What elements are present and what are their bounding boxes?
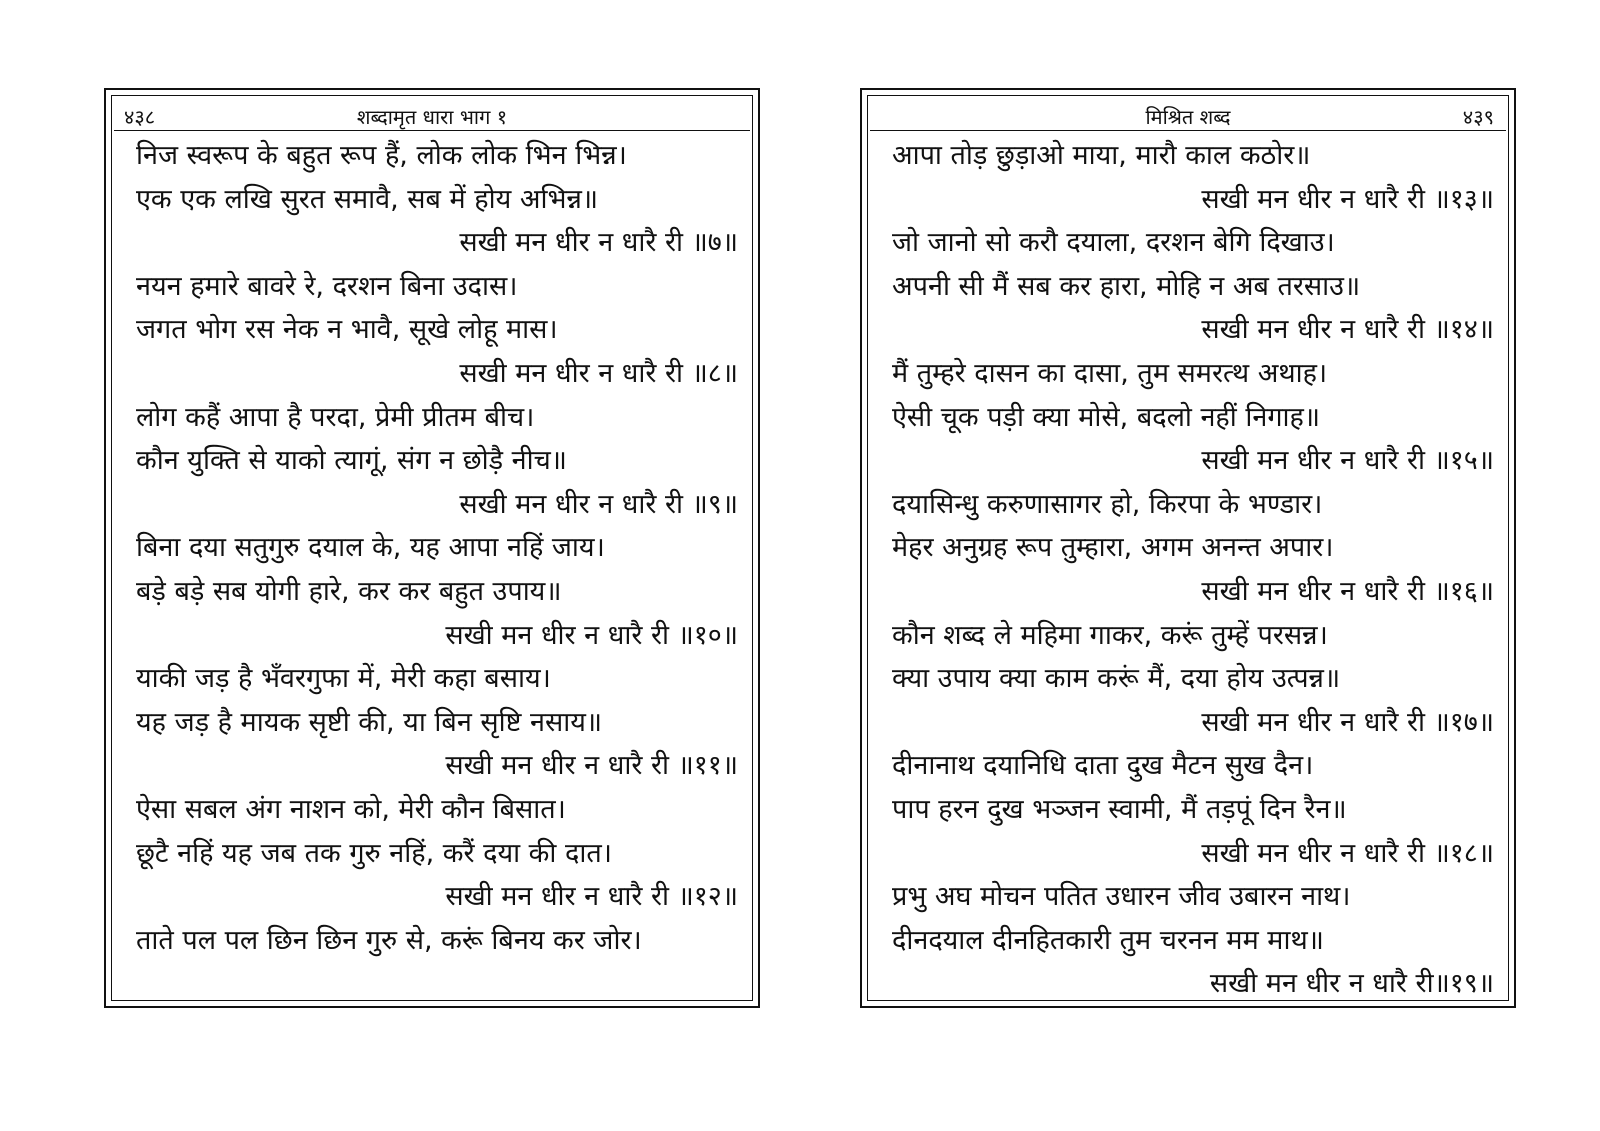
verse-line: छूटै नहिं यह जब तक गुरु नहिं, करैं दया की दात। — [136, 837, 612, 869]
verse-line: पाप हरन दुख भञ्जन स्वामी, मैं तड़पूं दिन रैन॥ — [892, 793, 1347, 825]
refrain-line: सखी मन धीर न धारै री ॥१६॥ — [1201, 575, 1494, 607]
refrain-line: सखी मन धीर न धारै री ॥९॥ — [459, 488, 738, 520]
verse-line: कौन युक्ति से याको त्यागूं, संग न छोड़ै नीच॥ — [136, 445, 567, 477]
verse-line: लोग कहैं आपा है परदा, प्रेमी प्रीतम बीच। — [136, 401, 535, 433]
refrain-line: सखी मन धीर न धारै री ॥८॥ — [459, 357, 738, 389]
refrain-line: सखी मन धीर न धारै री ॥१३॥ — [1201, 183, 1494, 215]
verse-line: ऐसी चूक पड़ी क्या मोसे, बदलो नहीं निगाह॥ — [892, 401, 1321, 433]
verse-line: जगत भोग रस नेक न भावै, सूखे लोहू मास। — [136, 314, 558, 346]
verse-line: मेहर अनुग्रह रूप तुम्हारा, अगम अनन्त अपार। — [892, 532, 1334, 564]
refrain-line: सखी मन धीर न धारै री ॥१२॥ — [445, 881, 738, 913]
verse-line: अपनी सी मैं सब कर हारा, मोहि न अब तरसाउ॥ — [892, 270, 1361, 302]
verse-line: दीनदयाल दीनहितकारी तुम चरनन मम माथ॥ — [892, 924, 1324, 956]
verse-line: नयन हमारे बावरे रे, दरशन बिना उदास। — [136, 270, 518, 302]
refrain-line: सखी मन धीर न धारै री॥१९॥ — [1209, 968, 1494, 1000]
refrain-line: सखी मन धीर न धारै री ॥१७॥ — [1201, 706, 1494, 738]
refrain-line: सखी मन धीर न धारै री ॥१०॥ — [445, 619, 738, 651]
refrain-line: सखी मन धीर न धारै री ॥१४॥ — [1201, 314, 1494, 346]
left-running-title: शब्दामृत धारा भाग १ — [356, 105, 508, 129]
right-poem-lines — [892, 134, 1494, 1006]
right-page — [860, 88, 1516, 1008]
verse-line: निज स्वरूप के बहुत रूप हैं, लोक लोक भिन भिन्न। — [136, 140, 627, 171]
verse-line: क्या उपाय क्या काम करूं मैं, दया होय उत्पन्न॥ — [892, 663, 1341, 695]
verse-line: कौन शब्द ले महिमा गाकर, करूं तुम्हें परसन्न। — [892, 619, 1328, 651]
verse-line: प्रभु अघ मोचन पतित उधारन जीव उबारन नाथ। — [892, 881, 1351, 913]
verse-line: यह जड़ है मायक सृष्टी की, या बिन सृष्टि नसाय॥ — [136, 706, 603, 738]
verse-line: एक एक लखि सुरत समावै, सब में होय अभिन्न॥ — [136, 183, 599, 215]
left-page-number: ४३८ — [124, 105, 156, 129]
verse-line: ताते पल पल छिन छिन गुरु से, करूं बिनय कर जोर। — [136, 924, 642, 956]
refrain-line: सखी मन धीर न धारै री ॥१५॥ — [1201, 445, 1494, 477]
refrain-line: सखी मन धीर न धारै री ॥७॥ — [459, 227, 738, 259]
verse-line: बिना दया सतुगुरु दयाल के, यह आपा नहिं जाय। — [136, 532, 605, 564]
left-poem-lines — [136, 134, 738, 962]
verse-line: मैं तुम्हरे दासन का दासा, तुम समरत्थ अथाह। — [892, 357, 1328, 389]
verse-line: याकी जड़ है भँवरगुफा में, मेरी कहा बसाय। — [136, 663, 551, 695]
verse-line: बड़े बड़े सब योगी हारे, कर कर बहुत उपाय॥ — [136, 575, 562, 607]
refrain-line: सखी मन धीर न धारै री ॥१८॥ — [1201, 837, 1494, 869]
left-page — [104, 88, 760, 1008]
right-page-header — [870, 98, 1506, 131]
right-page-number: ४३९ — [1462, 105, 1494, 129]
verse-line: दीनानाथ दयानिधि दाता दुख मैटन सुख दैन। — [892, 750, 1314, 782]
verse-line: जो जानो सो करौ दयाला, दरशन बेगि दिखाउ। — [892, 227, 1335, 259]
refrain-line: सखी मन धीर न धारै री ॥११॥ — [445, 750, 738, 782]
right-running-title: मिश्रित शब्द — [1145, 105, 1231, 129]
verse-line: ऐसा सबल अंग नाशन को, मेरी कौन बिसात। — [136, 793, 566, 825]
verse-line: दयासिन्धु करुणासागर हो, किरपा के भण्डार। — [892, 488, 1323, 520]
verse-line: आपा तोड़ छुड़ाओ माया, मारौ काल कठोर॥ — [892, 140, 1311, 171]
left-page-header — [114, 98, 750, 131]
